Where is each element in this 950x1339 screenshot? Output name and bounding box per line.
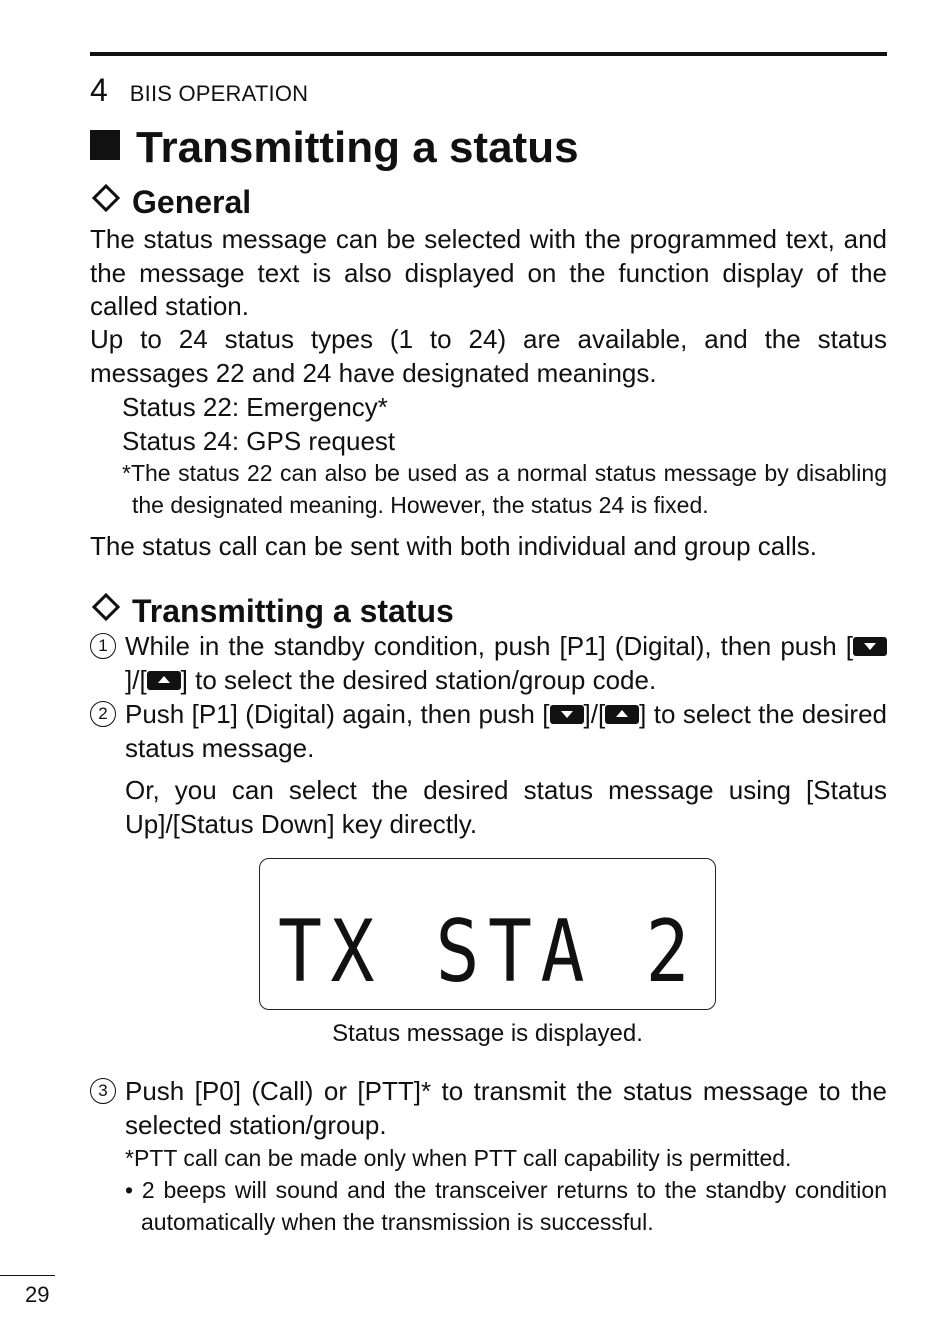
lcd-display: [259, 858, 716, 1010]
status-24-line: Status 24: GPS request: [122, 426, 396, 456]
step-1-text-a: While in the standby condition, push [P1] (Digital), then push [: [125, 631, 853, 661]
step-2-text-b: ]/[: [583, 699, 606, 729]
display-caption: Status message is displayed.: [332, 1020, 643, 1047]
step-1-text-b: ]/[: [125, 664, 147, 695]
step-2: [90, 698, 887, 765]
section-title-text: Transmitting a status: [136, 123, 579, 172]
status-note: [122, 457, 887, 521]
step-2-extra-text: Or, you can select the desired status message using [Status Up]/[Status Down] key directly.: [125, 775, 887, 839]
diamond-icon: [92, 184, 120, 212]
general-heading: [90, 183, 251, 221]
step-1-text-c: ] to select the desired station/group code.: [180, 664, 657, 695]
general-paragraph-1: The status message can be selected with the programmed text, and the message text is also displayed on the function display of the called station.: [90, 224, 887, 321]
transmit-heading-text: Transmitting a status: [132, 593, 454, 629]
step-3-number: 3: [90, 1078, 116, 1104]
status-note-text: *The status 22 can also be used as a normal status message by disabling the designated meaning. However, the status 24 is fixed.: [122, 460, 887, 518]
chapter-header: [90, 70, 308, 110]
chapter-title: BIIS OPERATION: [129, 81, 309, 106]
step-2-number: 2: [90, 701, 116, 727]
general-paragraph-2: Up to 24 status types (1 to 24) are available, and the status messages 22 and 24 have designated meanings.: [90, 324, 887, 388]
page-number: 29: [25, 1282, 50, 1307]
footer-rule: [0, 1275, 55, 1276]
step-2-text-c: ] to select the desired status message.: [125, 699, 887, 763]
black-square-icon: [90, 130, 120, 160]
step-1: [90, 630, 887, 697]
step-2-text-a: Push [P1] (Digital) again, then push [: [125, 699, 550, 729]
section-title: [90, 122, 579, 174]
top-rule: [90, 52, 887, 56]
step-2-extra: [90, 774, 887, 841]
lcd-readout: TX STA 2: [278, 902, 698, 1002]
step-1-text: [125, 630, 887, 697]
step-3-bullet: • 2 beeps will sound and the transceiver returns to the standby condition automatically when the transmission is successful.: [125, 1177, 887, 1235]
step-3: [90, 1075, 887, 1142]
up-arrow-key-icon: [147, 671, 181, 690]
down-arrow-key-icon: [853, 637, 887, 656]
general-paragraph-3: The status call can be sent with both individual and group calls.: [90, 531, 817, 561]
status-22-line: Status 22: Emergency*: [122, 392, 388, 422]
lcd-segment-text: [260, 859, 717, 1011]
step-2-text: [125, 698, 887, 765]
general-heading-text: General: [132, 184, 252, 220]
down-arrow-key-icon: [550, 705, 584, 724]
step-3-text: Push [P0] (Call) or [PTT]* to transmit the status message to the selected station/group.: [125, 1076, 887, 1140]
step-3-note: *PTT call can be made only when PTT call capability is permitted.: [125, 1145, 792, 1171]
diamond-icon: [92, 593, 120, 621]
chapter-number: 4: [90, 72, 108, 108]
step-1-number: 1: [90, 633, 116, 659]
transmit-heading: [90, 592, 454, 630]
up-arrow-key-icon: [605, 705, 639, 724]
